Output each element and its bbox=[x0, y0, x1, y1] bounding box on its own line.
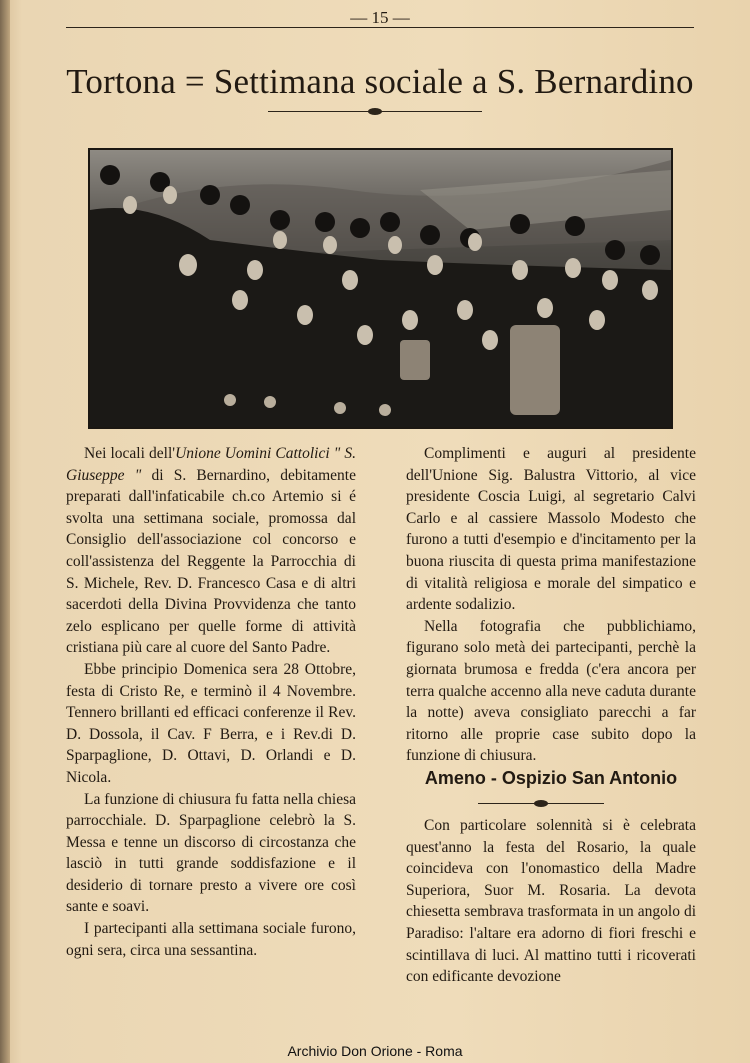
page-number: — 15 — bbox=[350, 8, 410, 27]
archive-footer: Archivio Don Orione - Roma bbox=[287, 1043, 463, 1059]
paragraph: Nei locali dell'Unione Uomini Cattolici " S. Giuseppe " di S. Bernardino, debitamente preparati dall'infaticabile ch.co Artemio si é svolta una settimana sociale, promossa dal Consiglio dell'associazione col concorso e coll'assistenza del Reggente la Parrocchia di S. Michele, Rev. D. Francesco Casa e di altri sacerdoti della Divina Provvidenza che tanto zelo esplicano per quelle forme di attività cristiana più care al cuore del Santo Padre. bbox=[66, 445, 357, 657]
section-title: Ameno - Ospizio San Antonio bbox=[424, 768, 678, 788]
title-ornament bbox=[268, 107, 482, 117]
page-header bbox=[66, 8, 694, 30]
paragraph: La funzione di chiusura fu fatta nella chiesa parrocchiale. D. Sparpaglione celebrò la S. Messa e tenne un discorso di circostanza che lasciò in tutti grande soddisfazione e il desiderio di tornare presto a vivere ore così sante e soavi. bbox=[66, 790, 356, 916]
paragraph: Ebbe principio Domenica sera 28 Ottobre, festa di Cristo Re, e terminò il 4 Novembre. Tennero brillanti ed efficaci conferenze il Rev. D. Dossola, il Cav. F Berra, e i Rev.di D. Sparpaglione, D. Ottavi, D. Orlandi e D. Nicola. bbox=[66, 660, 356, 786]
paragraph: I partecipanti alla settimana sociale furono, ogni sera, circa una sessantina. bbox=[66, 920, 356, 959]
article-title: Tortona = Settimana sociale a S. Bernardino bbox=[66, 62, 694, 101]
left-column bbox=[66, 443, 356, 961]
paragraph: Con particolare solennità si è celebrata quest'anno la festa del Rosario, la quale coincideva con l'onomastico della Madre Superiora, Suor M. Rosaria. La devota chiesetta sembrava trasformata in un angolo di Paradiso: l'altare era adorno di fiori freschi e scintillava di luci. Al mattino tutti i ricoverati con edificante devozione bbox=[406, 817, 696, 986]
association-name: Unione Uomini Cattolici " S. Giuseppe " bbox=[66, 445, 357, 484]
paragraph: Complimenti e auguri al presidente dell'Unione Sig. Balustra Vittorio, al vice presidente Coscia Luigi, al segretario Calvi Carlo e al cassiere Massolo Modesto che furono a tutti d'esempio e d'incitamento per la buona riuscita di questa prima manifestazione di vitalità religiosa e morale del simpatico e ardente sodalizio. bbox=[406, 445, 696, 614]
binding-spine bbox=[0, 0, 10, 1063]
group-photograph bbox=[88, 148, 673, 429]
section-ornament bbox=[478, 799, 604, 809]
section-column bbox=[406, 815, 696, 988]
right-column bbox=[406, 443, 696, 767]
paragraph: Nella fotografia che pubblichiamo, figurano solo metà dei partecipanti, perchè la giornata brumosa e fredda (c'era ancora per terra qualche accenno alla neve caduta durante la notte) aveva consigliato parecchi a far ritorno alle proprie case subito dopo la funzione di chiusura. bbox=[406, 617, 696, 765]
photo-illustration bbox=[90, 150, 671, 427]
